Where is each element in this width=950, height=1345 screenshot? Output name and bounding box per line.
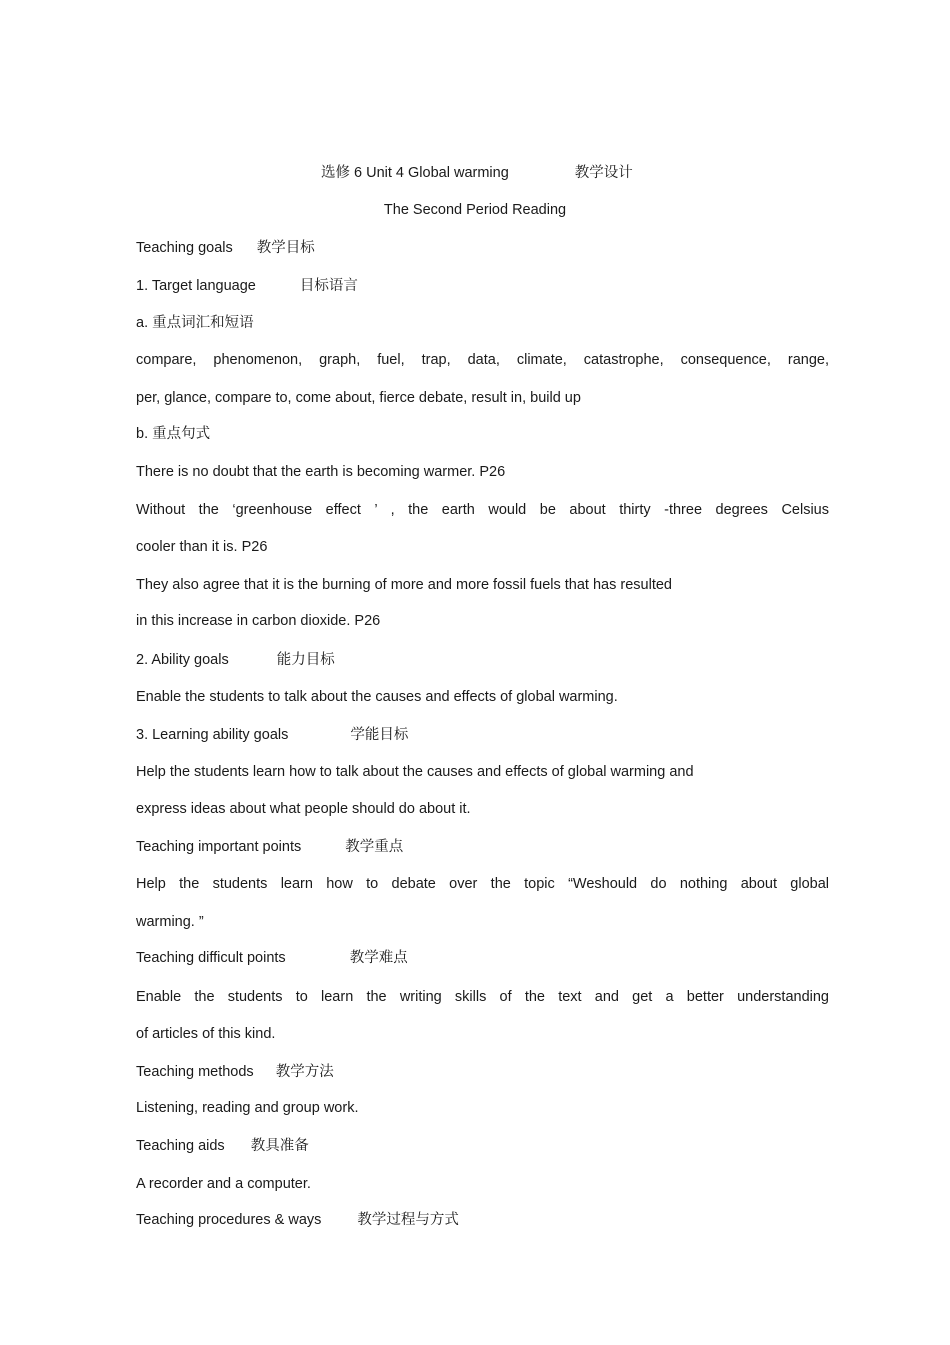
difficult-text: Enable the students to learn the writing skills of the text and get a better understanding [136, 989, 829, 1005]
ability-text: Enable the students to talk about the causes and effects of global warming. [136, 689, 618, 705]
heading-en: Teaching procedures & ways [136, 1212, 322, 1228]
key-words-line: per, glance, compare to, come about, fierce debate, result in, build up [136, 390, 581, 406]
methods-text: Listening, reading and group work. [136, 1100, 359, 1116]
title-right: 教学设计 [574, 165, 633, 181]
heading-en: Teaching important points [136, 839, 302, 855]
heading-zh: 目标语言 [299, 278, 358, 294]
heading-zh: 教学难点 [349, 950, 408, 966]
key-words-line: compare, phenomenon, graph, fuel, trap, data, climate, catastrophe, consequence, range, [136, 352, 829, 368]
heading-zh: 能力目标 [276, 652, 335, 668]
heading-en: 1. Target language [136, 278, 256, 294]
heading-en: Teaching aids [136, 1138, 225, 1154]
learning-text: Help the students learn how to talk about the causes and effects of global warming and [136, 764, 694, 780]
methods-heading [136, 1063, 334, 1081]
heading-zh: 教学过程与方式 [357, 1212, 459, 1228]
sentence-line: in this increase in carbon dioxide. P26 [136, 613, 381, 629]
difficult-points-heading [136, 949, 408, 967]
heading-en: 2. Ability goals [136, 652, 229, 668]
sentence-line: Without the ‘greenhouse effect ’ , the earth would be about thirty -three degrees Celsius [136, 502, 829, 518]
title-left: 选修 6 Unit 4 Global warming [321, 165, 509, 181]
heading-zh: 学能目标 [350, 727, 409, 743]
heading-en: Teaching goals [136, 240, 233, 256]
heading-zh: 教学目标 [256, 240, 315, 256]
target-language-heading [136, 277, 358, 295]
aids-text: A recorder and a computer. [136, 1176, 311, 1192]
heading-zh: 教学重点 [345, 839, 404, 855]
learning-goals-heading [136, 726, 408, 744]
teaching-goals-heading [136, 239, 315, 257]
heading-en: Teaching difficult points [136, 950, 286, 966]
important-text: warming. ” [136, 914, 204, 930]
heading-zh: 教具准备 [250, 1138, 309, 1154]
aids-heading [136, 1137, 309, 1155]
important-points-heading [136, 838, 403, 856]
learning-text: express ideas about what people should do about it. [136, 801, 471, 817]
document-subtitle: The Second Period Reading [383, 202, 567, 218]
important-text: Help the students learn how to debate over the topic “Weshould do nothing about global [136, 876, 829, 892]
heading-en: Teaching methods [136, 1064, 254, 1080]
key-words-heading: a. 重点词汇和短语 [136, 315, 254, 331]
sentence-line: There is no doubt that the earth is becoming warmer. P26 [136, 464, 506, 480]
ability-goals-heading [136, 651, 335, 669]
document-title [321, 164, 633, 182]
heading-en: 3. Learning ability goals [136, 727, 289, 743]
heading-zh: 教学方法 [275, 1064, 334, 1080]
key-sentences-heading: b. 重点句式 [136, 426, 211, 442]
difficult-text: of articles of this kind. [136, 1026, 276, 1042]
sentence-line: cooler than it is. P26 [136, 539, 268, 555]
procedures-heading [136, 1211, 459, 1229]
sentence-line: They also agree that it is the burning of more and more fossil fuels that has resulted [136, 577, 672, 593]
